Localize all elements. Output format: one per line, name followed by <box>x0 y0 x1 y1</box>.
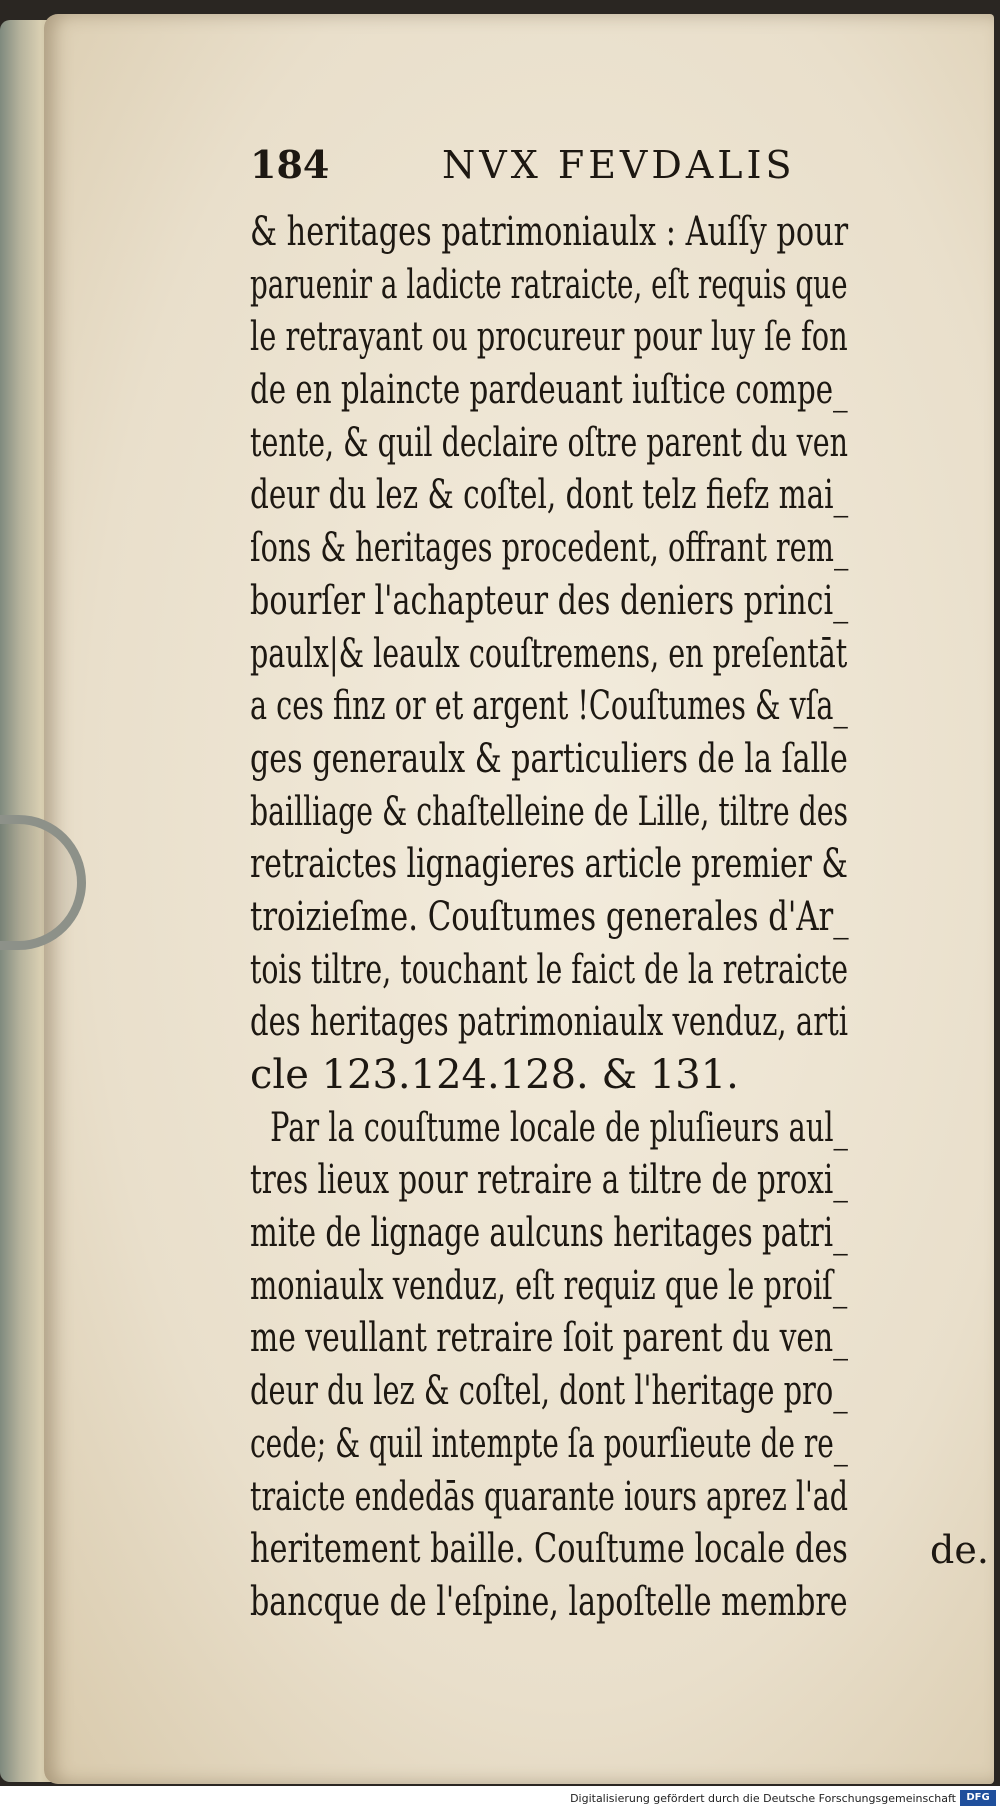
text-line: le retrayant ou procureur pour luy ſe fon <box>250 314 848 361</box>
text-line: & heritages patrimoniaulx : Auſſy pour <box>250 209 849 255</box>
text-line: cede; & quil intempte ſa pourſieute de re_ <box>250 1420 848 1467</box>
text-line: paruenir a ladicte ratraicte, eſt requis que <box>250 261 848 308</box>
text-line: moniaulx venduz, eſt requiz que le proiſ_ <box>250 1262 848 1309</box>
page-number: 184 <box>250 142 330 187</box>
text-line: paulx|& leaulx couſtremens, en preſentāt <box>250 630 848 677</box>
text-line: retraictes lignagieres article premier & <box>250 841 848 888</box>
body-text <box>250 206 1000 1629</box>
catchword: de. <box>930 1528 989 1572</box>
dfg-logo: DFG <box>960 1790 996 1806</box>
text-line: tois tiltre, touchant le faict de la retraicte <box>250 946 848 993</box>
text-line: bancque de l'eſpine, lapoſtelle membre <box>250 1578 848 1625</box>
text-line: tente, & quil declaire oſtre parent du ven <box>250 419 848 466</box>
text-line: a ces finz or et argent !Couſtumes & vſa_ <box>250 683 848 730</box>
text-line: Par la couſtume locale de pluſieurs aul_ <box>270 1104 848 1151</box>
text-line: heritement baille. Couſtume locale des <box>250 1526 848 1573</box>
text-line: mite de lignage aulcuns heritages patri_ <box>250 1210 848 1257</box>
text-line: troizieſme. Couſtumes generales d'Ar_ <box>250 893 849 940</box>
funding-credit: Digitalisierung gefördert durch die Deutsche Forschungsgemeinschaft <box>570 1792 956 1805</box>
text-line: des heritages patrimoniaulx venduz, arti <box>250 999 849 1046</box>
text-line: bailliage & chaſtelleine de Lille, tiltre des <box>250 788 849 835</box>
running-title: NVX FEVDALIS <box>442 143 796 187</box>
text-line: bourſer l'achapteur des deniers princi_ <box>250 577 849 624</box>
text-line: cle 123.124.128. & 131. <box>250 1052 739 1098</box>
text-line: deur du lez & coſtel, dont l'heritage pro_ <box>250 1368 848 1415</box>
text-line: de en plaincte pardeuant iuſtice compe_ <box>250 367 848 414</box>
text-line: ges generaulx & particuliers de la ſalle <box>250 735 848 782</box>
text-line: traicte endedās quarante iours aprez l'ad <box>250 1473 849 1520</box>
text-line: tres lieux pour retraire a tiltre de proxi_ <box>250 1157 848 1204</box>
text-line: me veullant retraire ſoit parent du ven_ <box>250 1315 849 1362</box>
footer-bar <box>0 1786 1000 1811</box>
text-line: deur du lez & coſtel, dont telz fiefz mai_ <box>250 472 849 519</box>
text-line: ſons & heritages procedent, offrant rem_ <box>250 525 849 572</box>
running-head <box>250 135 950 195</box>
